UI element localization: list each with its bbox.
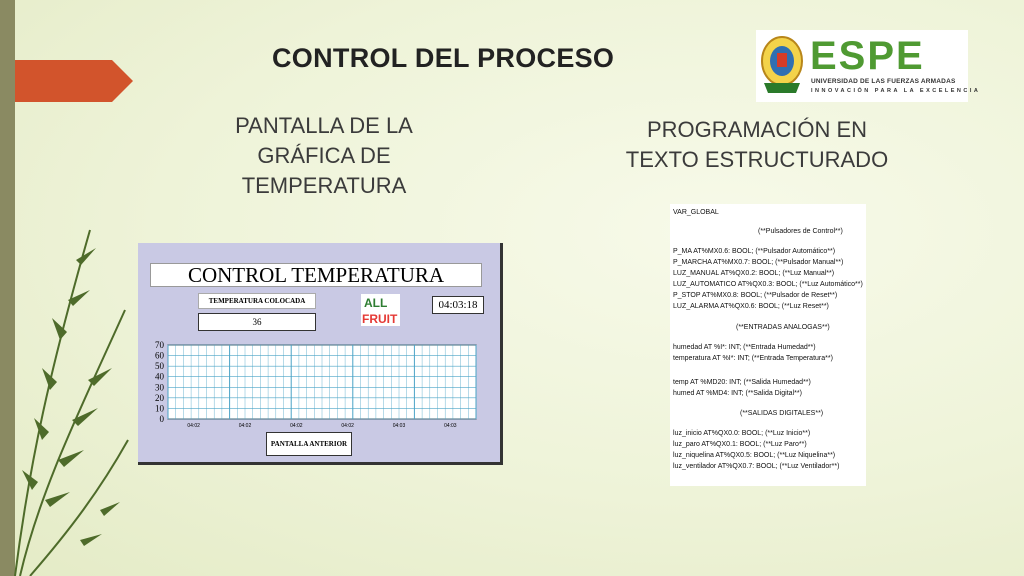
clock-display: 04:03:18 — [432, 296, 484, 314]
code-line: P_STOP AT%MX0.8: BOOL; (**Pulsador de Reset**) — [673, 292, 838, 299]
code-line: humed AT %MD4: INT; (**Salida Digital**) — [673, 390, 802, 397]
chart-y-tick-label: 10 — [155, 403, 164, 414]
code-line: (**ENTRADAS ANALOGAS**) — [736, 324, 830, 331]
logo-wordmark: ESPE — [810, 34, 925, 78]
chart-y-tick-label: 30 — [155, 382, 164, 393]
code-line: (**SALIDAS DIGITALES**) — [740, 410, 824, 417]
previous-screen-button[interactable]: PANTALLA ANTERIOR — [266, 432, 352, 456]
subtitle-graph-screen: PANTALLA DE LA GRÁFICA DE TEMPERATURA — [235, 113, 413, 198]
temperature-input[interactable]: 36 — [198, 313, 316, 331]
chart-y-tick-label: 70 — [155, 340, 164, 350]
code-line: luz_ventilador AT%QX0.7: BOOL; (**Luz Ventilador**) — [673, 463, 840, 470]
chart-x-tick-label: 04:02 — [238, 423, 252, 429]
shield-emblem-icon — [758, 31, 806, 101]
hmi-panel — [138, 243, 503, 465]
code-line: P_MA AT%MX0.6: BOOL; (**Pulsador Automático**) — [673, 248, 836, 255]
temperature-label: TEMPERATURA COLOCADA — [198, 293, 316, 309]
logo-university-name: UNIVERSIDAD DE LAS FUERZAS ARMADAS — [811, 78, 956, 85]
code-line: temperatura AT %I*: INT; (**Entrada Temperatura**) — [673, 355, 833, 362]
all-fruit-logo-icon — [361, 294, 400, 326]
code-line: LUZ_ALARMA AT%QX0.6: BOOL; (**Luz Reset**) — [673, 303, 829, 310]
temperature-chart — [146, 339, 486, 431]
espe-logo — [756, 30, 981, 102]
code-line: (**Pulsadores de Control**) — [758, 228, 843, 235]
chart-y-tick-label: 0 — [159, 414, 164, 424]
fruit-logo-word-2: FRUIT — [362, 312, 398, 326]
code-line: P_MARCHA AT%MX0.7: BOOL; (**Pulsador Manual**) — [673, 259, 844, 266]
code-line: temp AT %MD20: INT; (**Salida Humedad**) — [673, 379, 811, 386]
structured-text-code — [670, 204, 866, 486]
code-line: luz_paro AT%QX0.1: BOOL; (**Luz Paro**) — [673, 441, 807, 448]
hmi-title: CONTROL TEMPERATURA — [150, 263, 482, 287]
chart-y-tick-label: 20 — [155, 392, 164, 403]
code-line: luz_inicio AT%QX0.0: BOOL; (**Luz Inicio**) — [673, 430, 811, 437]
fruit-logo-word-1: ALL — [364, 296, 388, 310]
code-line: VAR_GLOBAL — [673, 209, 719, 216]
slide-title: CONTROL DEL PROCESO — [272, 43, 615, 73]
chart-x-tick-label: 04:02 — [187, 423, 200, 429]
arrow-banner-icon — [0, 60, 133, 102]
chart-y-tick-label: 40 — [155, 371, 164, 382]
subtitle-structured-text: PROGRAMACIÓN EN TEXTO ESTRUCTURADO — [625, 117, 889, 172]
chart-x-tick-label: 04:02 — [290, 423, 303, 429]
code-line: LUZ_MANUAL AT%QX0.2: BOOL; (**Luz Manual**) — [673, 270, 835, 277]
code-line: luz_niquelina AT%QX0.5: BOOL; (**Luz Niquelina**) — [673, 452, 836, 459]
code-line: LUZ_AUTOMATICO AT%QX0.3: BOOL; (**Luz Automático**) — [673, 281, 863, 288]
chart-y-tick-label: 60 — [155, 350, 164, 361]
chart-x-tick-label: 04:03 — [392, 423, 406, 429]
chart-x-tick-label: 04:03 — [444, 423, 457, 429]
fern-decoration-icon — [10, 110, 130, 576]
logo-tagline: INNOVACIÓN PARA LA EXCELENCIA — [811, 88, 981, 94]
code-line: humedad AT %I*: INT; (**Entrada Humedad**) — [673, 344, 816, 351]
chart-x-tick-label: 04:02 — [341, 423, 354, 429]
chart-y-tick-label: 50 — [155, 361, 164, 372]
